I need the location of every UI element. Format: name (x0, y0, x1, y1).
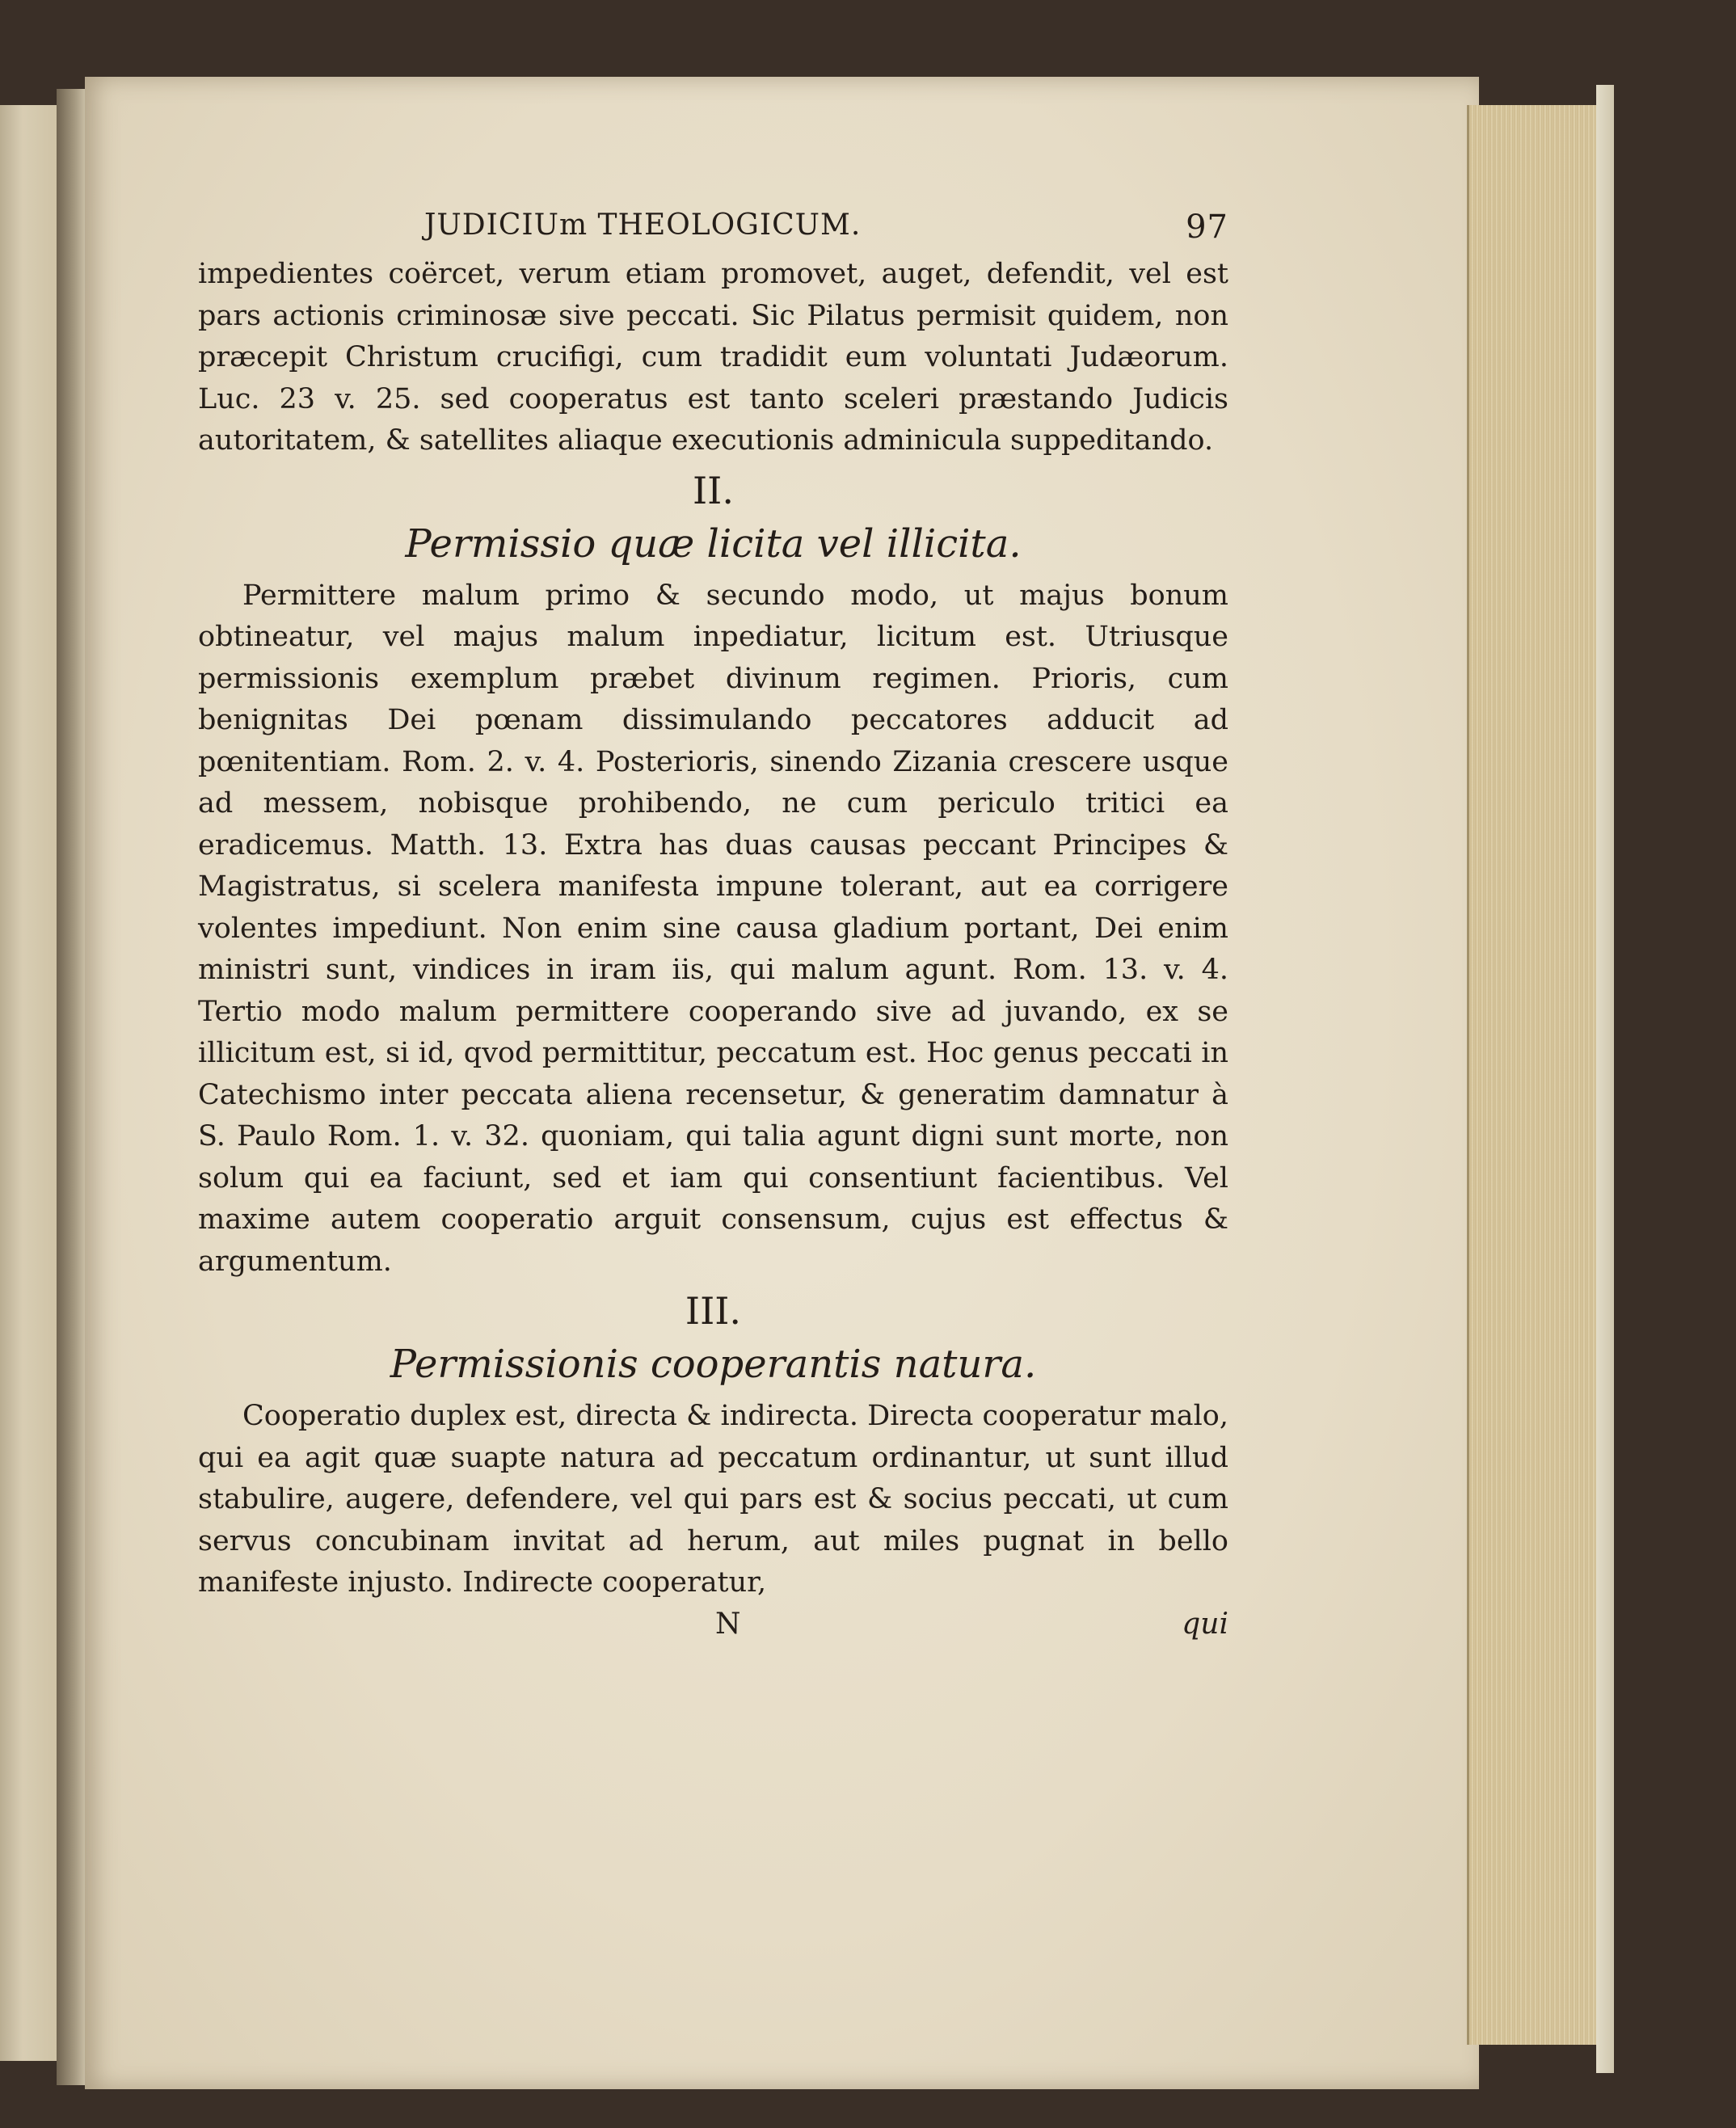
paragraph-3: Cooperatio duplex est, directa & indirecta. Directa cooperatur malo, qui ea agit quæ suapte natura ad peccatum ordinantur, ut sunt illud stabulire, augere, defendere, vel qui pars est & socius peccati, ut cum servus concubinam invitat ad herum, aut miles pugnat in bello manifeste injusto. Indirecte cooperatur, (198, 1400, 1228, 1599)
running-header (198, 202, 1228, 254)
page-number: 97 (1186, 209, 1228, 246)
section-heading-2: Permissio quæ licita vel illicita. (405, 520, 1022, 567)
paragraph-2: Permittere malum primo & secundo modo, ut majus bonum obtineatur, vel majus malum inpediatur, licitum est. Utriusque permissionis exemplum præbet divinum regimen. Prioris, cum benignitas Dei pœnam dissimulando peccatores adducit ad pœnitentiam. Rom. 2. v. 4. Posterioris, sinendo Zizania crescere usque ad messem, nobisque prohibendo, ne cum periculo tritici ea eradicemus. Matth. 13. Extra has duas causas peccant Principes & Magistratus, si scelera manifesta impune tolerant, aut ea corrigere volentes impediunt. Non enim sine causa gladium portant, Dei enim ministri sunt, vindices in iram iis, qui malum agunt. Rom. 13. v. 4. Tertio modo malum permittere cooperando sive ad juvando, ex se illicitum est, si id, qvod permittitur, peccatum est. Hoc genus peccati in Catechismo inter peccata aliena recensetur, & generatim damnatur à S. Paulo Rom. 1. v. 32. quoniam, qui talia agunt digni sunt morte, non solum qui ea faciunt, sed et iam qui consentiunt facientibus. Vel maxime autem cooperatio arguit consensum, cujus est effectus & argumentum. (198, 579, 1228, 1278)
page-content (198, 202, 1228, 1656)
section-numeral-2: II. (693, 468, 734, 512)
page-edges-stack (1467, 105, 1604, 2045)
paragraph-1: impedientes coërcet, verum etiam promovet, auget, defendit, vel est pars actionis criminosæ sive peccati. Sic Pilatus permisit quidem, non præcepit Christum crucifigi, cum tradidit eum voluntati Judæorum. Luc. 23 v. 25. sed cooperatus est tanto sceleri præstando Judicis autoritatem, & satellites aliaque executionis adminicula suppeditando. (198, 258, 1228, 457)
page-footer (198, 1608, 1228, 1656)
running-title: JUDICIUm THEOLOGICUM. (424, 209, 862, 242)
facing-page-edge (0, 105, 58, 2061)
book-gutter (57, 89, 89, 2085)
cover-edge (1596, 85, 1614, 2073)
signature-mark: N (715, 1607, 741, 1641)
section-numeral-3: III. (685, 1289, 742, 1333)
catchword: qui (1182, 1607, 1228, 1641)
section-heading-3: Permissionis cooperantis natura. (390, 1342, 1037, 1387)
